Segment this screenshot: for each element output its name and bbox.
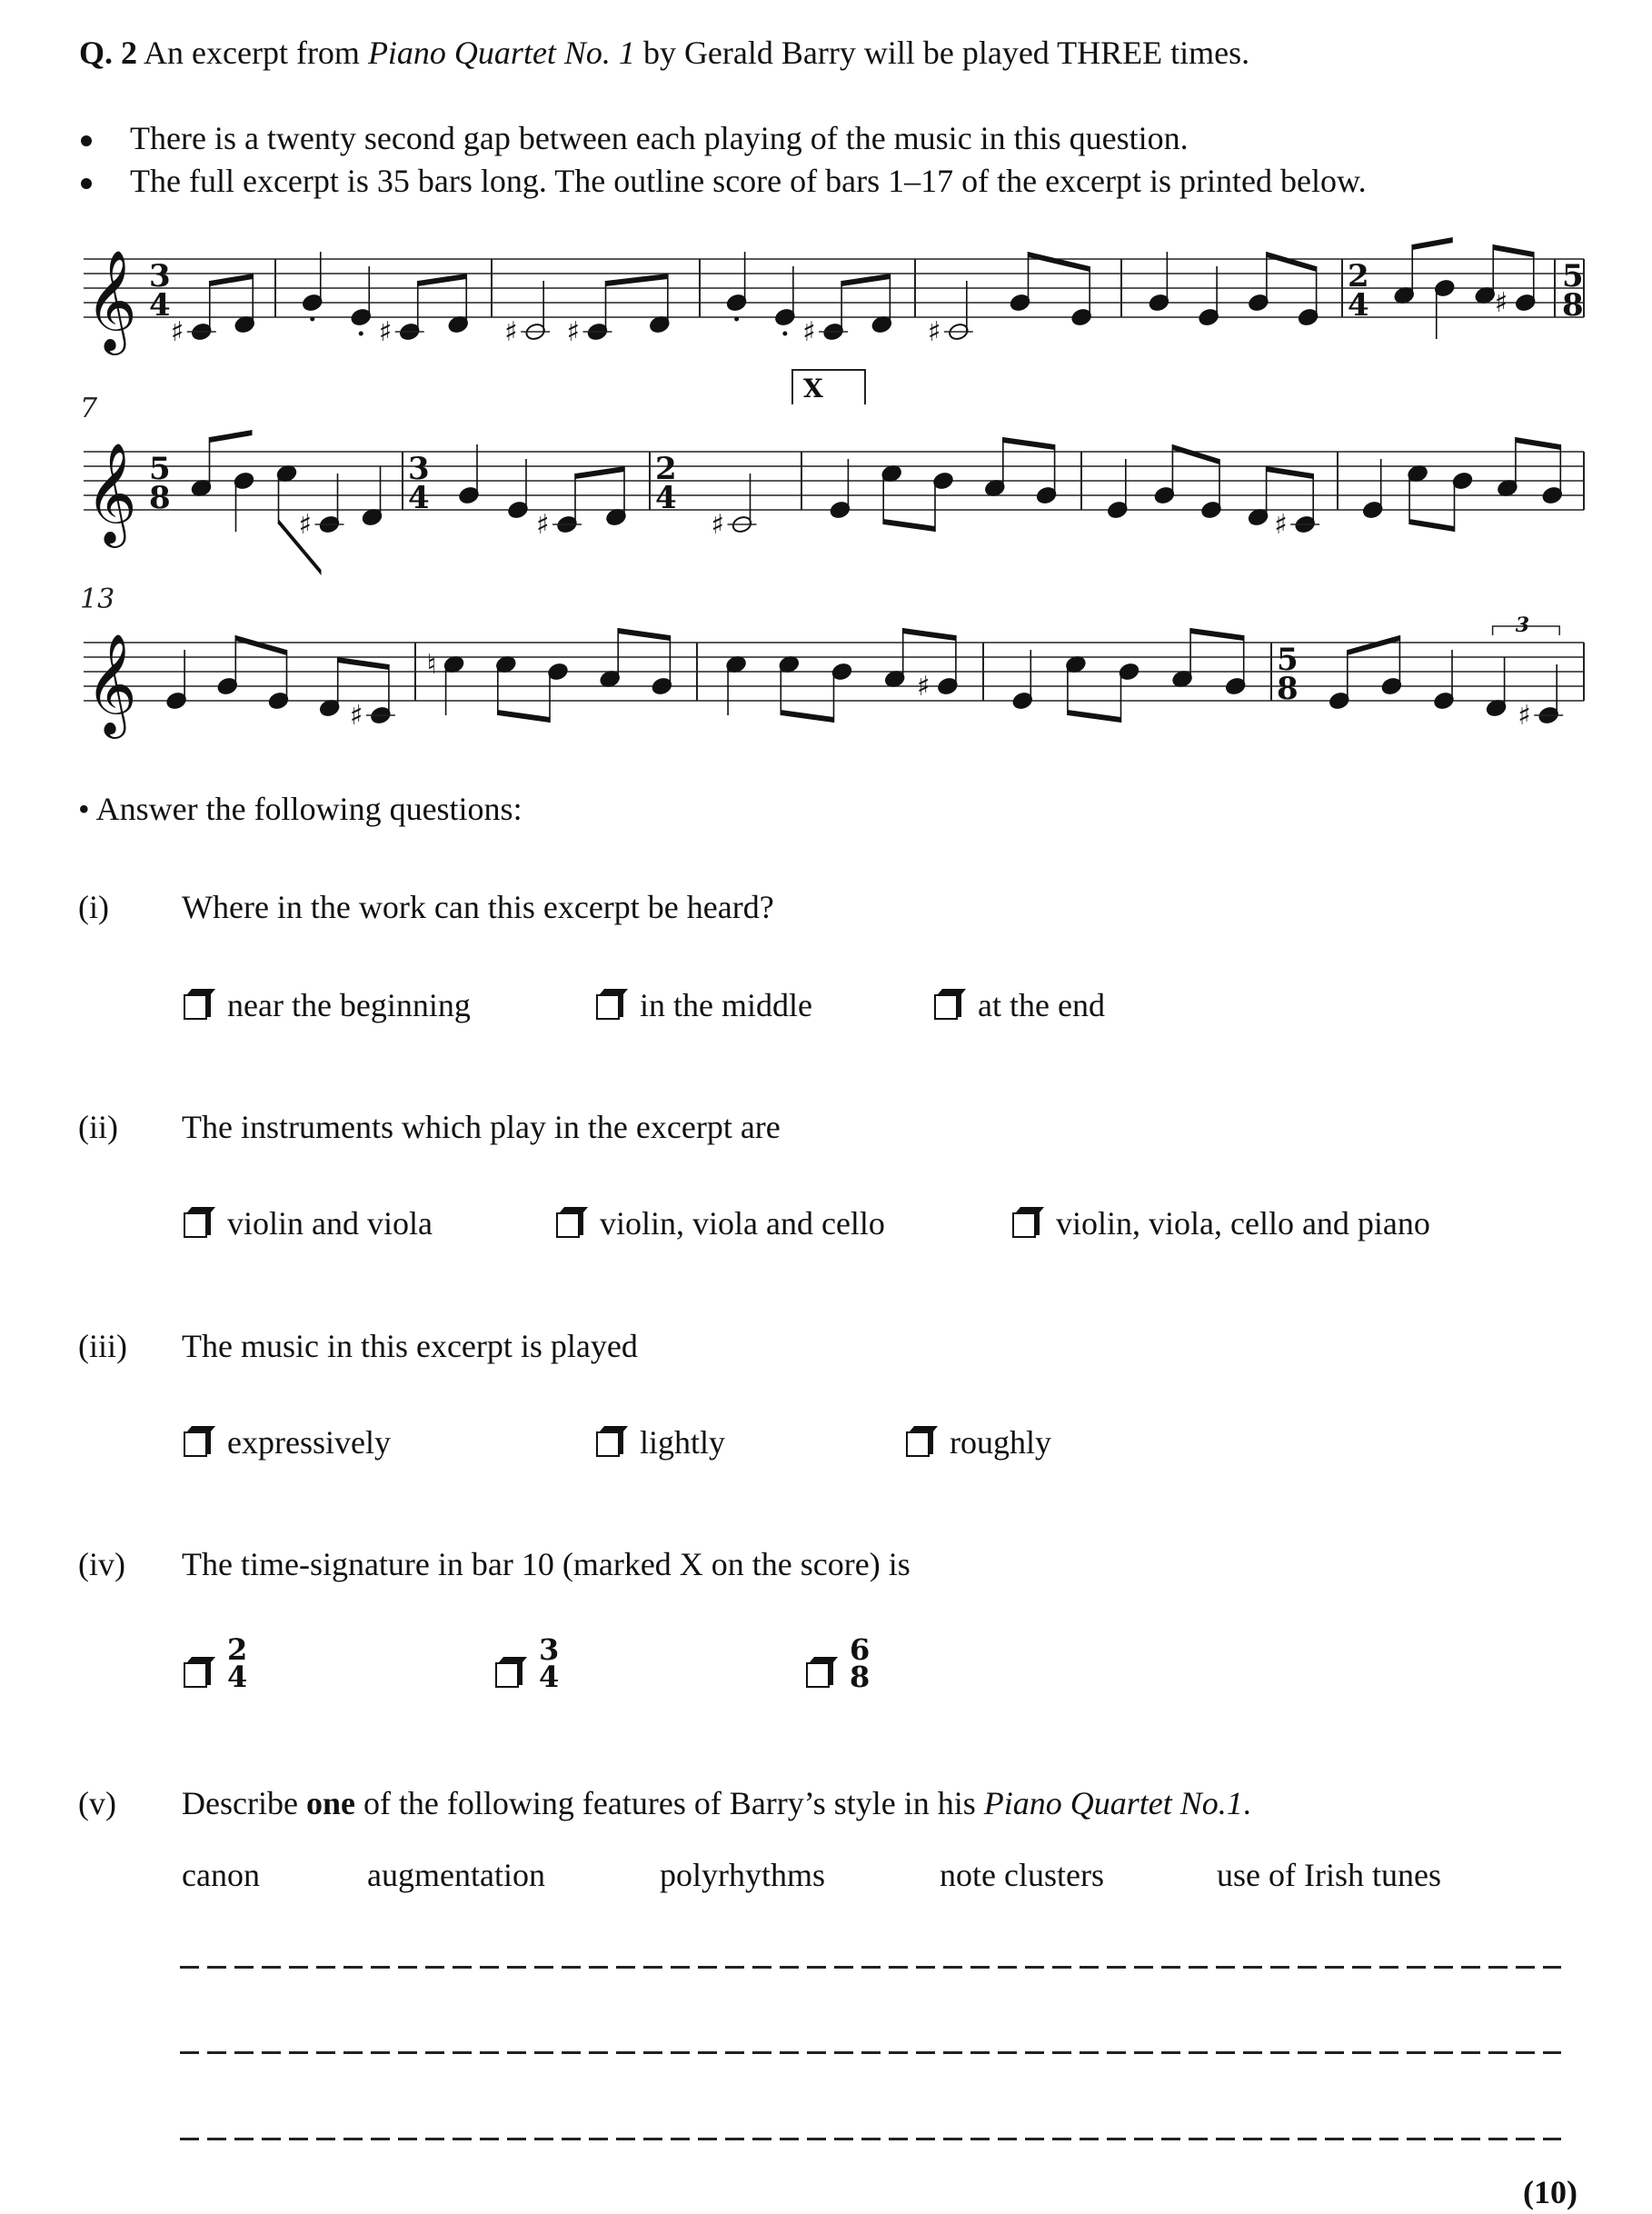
time-signature-2-4 [227,1632,248,1694]
svg-text:7: 7 [80,393,98,424]
option-roughly[interactable] [906,1423,1051,1461]
checkbox-icon[interactable] [556,1207,587,1240]
svg-text:X: X [803,374,823,404]
option-label: at the end [978,987,1105,1023]
svg-text:♯: ♯ [298,509,313,541]
svg-text:♯: ♯ [170,316,184,348]
question-prompt-iv: The time-signature in bar 10 (marked X on the score) is [182,1546,911,1582]
svg-text:5: 5 [1277,642,1299,678]
svg-text:4: 4 [149,287,171,324]
svg-text:♯: ♯ [802,316,816,348]
svg-text:♯: ♯ [916,671,930,703]
svg-text:4: 4 [408,480,430,516]
question-number-iii: (iii) [78,1328,127,1364]
checkbox-icon[interactable] [596,989,627,1022]
question-number-iv: (iv) [78,1546,125,1582]
feature-polyrhythms: polyrhythms [660,1857,826,1893]
svg-text:♯: ♯ [566,316,581,348]
option-timesig-3-4[interactable] [495,1632,560,1694]
option-label: roughly [950,1424,1051,1461]
prompt-text: of the following features of Barry’s style in his [363,1785,976,1821]
option-label: violin, viola, cello and piano [1056,1205,1430,1242]
timesig-numerator: 3 [539,1632,560,1667]
timesig-denominator: 4 [227,1660,248,1694]
intro-text-pre: An excerpt from [144,35,360,71]
timesig-denominator: 8 [850,1660,871,1694]
svg-text:3: 3 [408,451,430,487]
instructions: • Answer the following questions: [78,791,522,827]
question-prompt-v [182,1787,1251,1820]
option-label: lightly [640,1424,726,1461]
svg-text:♯: ♯ [349,700,363,732]
option-timesig-6-8[interactable] [806,1632,871,1694]
svg-text:♯: ♯ [378,316,393,348]
svg-text:𝄞: 𝄞 [85,249,137,351]
option-label: violin and viola [227,1205,433,1242]
option-lightly[interactable] [596,1423,725,1461]
intro-text-post: by Gerald Barry will be played THREE times. [642,35,1250,71]
option-violin-viola-cello[interactable] [556,1204,885,1242]
svg-text:♯: ♯ [1494,287,1508,319]
question-prompt-i: Where in the work can this excerpt be heard? [182,889,774,925]
checkbox-icon[interactable] [184,1426,214,1459]
time-signature-6-8 [850,1632,871,1694]
work-title: Piano Quartet No.1 [983,1785,1243,1821]
svg-text:♯: ♯ [927,316,941,348]
option-in-the-middle[interactable] [596,986,812,1024]
checkbox-icon[interactable] [495,1657,526,1690]
marks-total: (10) [1523,2174,1577,2210]
question-number-i: (i) [78,889,109,925]
svg-text:4: 4 [1348,287,1369,324]
option-at-the-end[interactable] [934,986,1105,1024]
checkbox-icon[interactable] [806,1657,837,1690]
option-violin-and-viola[interactable] [184,1204,433,1242]
svg-text:♯: ♯ [711,509,725,541]
option-label: near the beginning [227,987,471,1023]
option-expressively[interactable] [184,1423,391,1461]
checkbox-icon[interactable] [906,1426,937,1459]
checkbox-icon[interactable] [934,989,965,1022]
svg-text:2: 2 [655,451,677,487]
feature-note-clusters: note clusters [940,1857,1104,1893]
answer-line-2[interactable] [180,2051,1561,2054]
question-prompt-iii: The music in this excerpt is played [182,1328,638,1364]
svg-text:8: 8 [1277,671,1299,707]
prompt-emphasis: one [305,1785,355,1821]
checkbox-icon[interactable] [184,1657,214,1690]
question-number-ii: (ii) [78,1109,118,1145]
option-timesig-2-4[interactable] [184,1632,248,1694]
feature-canon: canon [182,1857,260,1893]
svg-text:8: 8 [1562,287,1584,324]
svg-text:13: 13 [80,583,115,615]
answer-line-3[interactable] [180,2138,1561,2140]
checkbox-icon[interactable] [596,1426,627,1459]
work-title: Piano Quartet No. 1 [367,35,635,71]
svg-text:4: 4 [655,480,677,516]
timesig-numerator: 2 [227,1632,248,1667]
option-violin-viola-cello-piano[interactable] [1012,1204,1430,1242]
svg-text:𝄞: 𝄞 [85,633,137,734]
question-number-v: (v) [78,1785,116,1821]
svg-text:8: 8 [149,480,171,516]
svg-text:3: 3 [149,258,171,294]
svg-text:𝄞: 𝄞 [85,442,137,544]
svg-text:5: 5 [1562,258,1584,294]
option-label: violin, viola and cello [600,1205,885,1242]
svg-text:2: 2 [1348,258,1369,294]
svg-text:♯: ♯ [1274,509,1288,541]
feature-augmentation: augmentation [367,1857,545,1893]
bullet-item-1: There is a twenty second gap between each playing of the music in this question. [130,120,1189,156]
svg-text:♯: ♯ [536,509,550,541]
time-signature-3-4 [539,1632,560,1694]
question-number: Q. 2 [79,35,138,71]
timesig-numerator: 6 [850,1632,871,1667]
prompt-text: . [1242,1785,1251,1821]
question-prompt-ii: The instruments which play in the excerpt are [182,1109,781,1145]
svg-text:5: 5 [149,451,171,487]
svg-text:3: 3 [1515,613,1530,637]
music-score [0,0,1652,782]
svg-text:♯: ♯ [504,316,518,348]
option-label: in the middle [640,987,812,1023]
checkbox-icon[interactable] [184,989,214,1022]
option-near-the-beginning[interactable] [184,986,471,1024]
feature-use-of-irish-tunes: use of Irish tunes [1217,1857,1441,1893]
prompt-text: Describe [182,1785,298,1821]
option-label: expressively [227,1424,391,1461]
bullet-item-2: The full excerpt is 35 bars long. The outline score of bars 1–17 of the excerpt is printed below. [130,163,1367,199]
svg-text:♯: ♯ [1518,700,1531,732]
timesig-denominator: 4 [539,1660,560,1694]
answer-line-1[interactable] [180,1966,1561,1969]
svg-text:♮: ♮ [426,649,437,681]
checkbox-icon[interactable] [1012,1207,1043,1240]
checkbox-icon[interactable] [184,1207,214,1240]
